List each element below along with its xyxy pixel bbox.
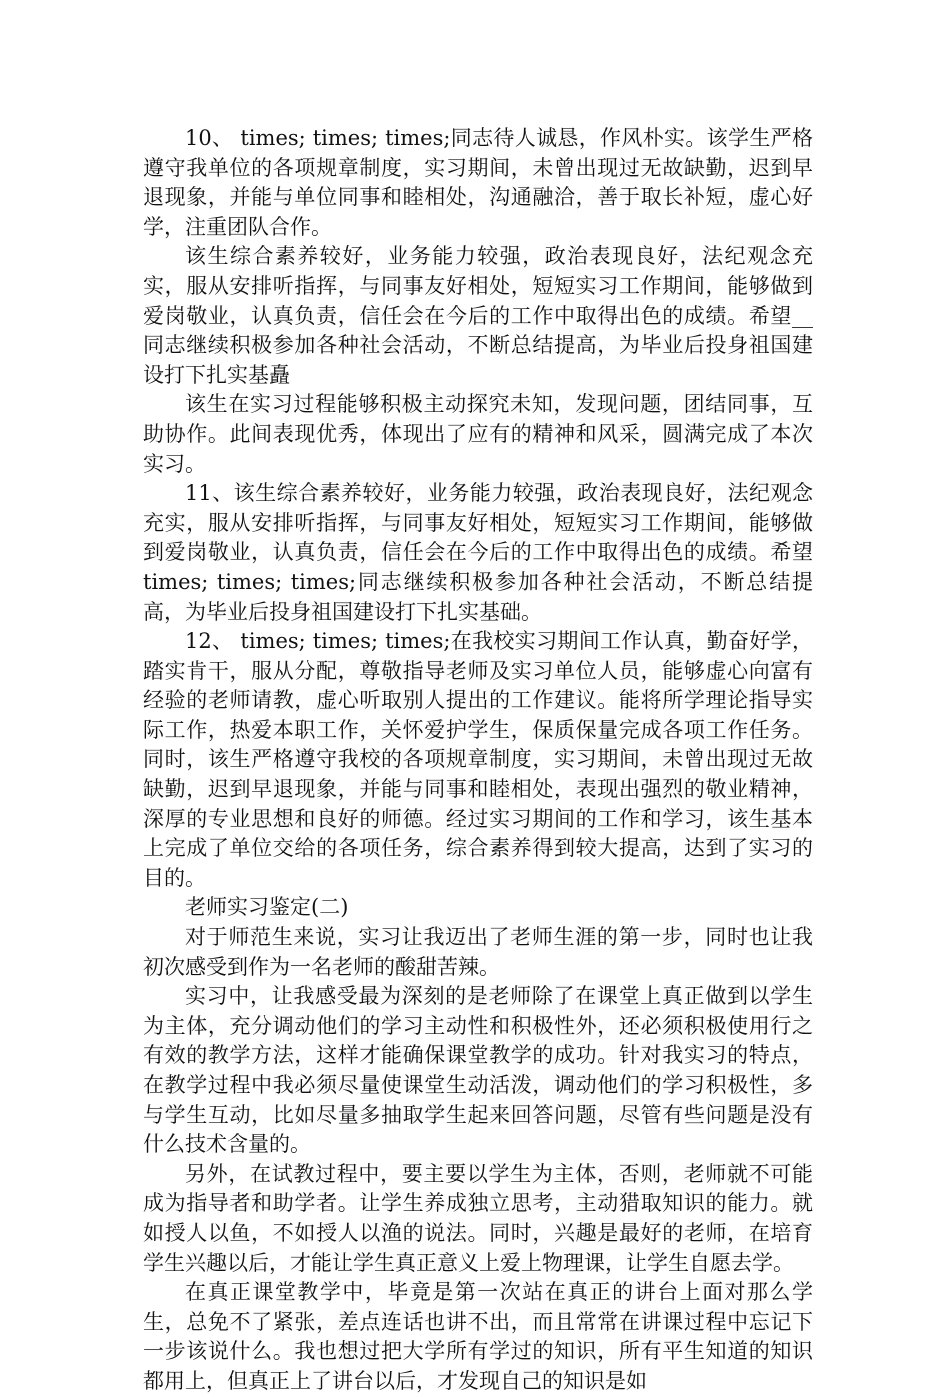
paragraph-comprehensive-quality: 该生综合素养较好，业务能力较强，政治表现良好，法纪观念充实，服从安排听指挥，与同事友好相处，短短实习工作期间，能够做到爱岗敬业，认真负责，信任会在今后的工作中取得出色的成绩。希望__同志继续积极参加各种社会活动，不断总结提高，为毕业后投身祖国建设打下扎实基矗 bbox=[143, 244, 813, 387]
paragraph-first-step: 对于师范生来说，实习让我迈出了老师生涯的第一步，同时也让我初次感受到作为一名老师的酸甜苦辣。 bbox=[143, 925, 813, 979]
paragraph-evaluation-10: 10、 times; times; times;同志待人诚恳，作风朴实。该学生严格遵守我单位的各项规章制度，实习期间，未曾出现过无故缺勤，迟到早退现象，并能与单位同事和睦相处，沟通融洽，善于取长补短，虚心好学，注重团队合作。 bbox=[143, 126, 813, 239]
paragraph-real-classroom: 在真正课堂教学中，毕竟是第一次站在真正的讲台上面对那么学生，总免不了紧张，差点连话也讲不出，而且常常在讲课过程中忘记下一步该说什么。我也想过把大学所有学过的知识，所有平生知道的知识都用上，但真正上了讲台以后，才发现自己的知识是如 bbox=[143, 1280, 813, 1393]
paragraph-evaluation-11: 11、该生综合素养较好，业务能力较强，政治表现良好，法纪观念充实，服从安排听指挥，与同事友好相处，短短实习工作期间，能够做到爱岗敬业，认真负责，信任会在今后的工作中取得出色的成绩。希望 times; times; times;同志继续积极参加各种社会活动，不断总结提高，为毕业后投身祖国建设打下扎实基础。 bbox=[143, 481, 813, 624]
paragraph-active-exploration: 该生在实习过程能够积极主动探究未知，发现问题，团结同事，互助协作。此间表现优秀，体现出了应有的精神和风采，圆满完成了本次实习。 bbox=[143, 392, 813, 476]
paragraph-student-centered: 另外，在试教过程中，要主要以学生为主体，否则，老师就不可能成为指导者和助学者。让学生养成独立思考，主动猎取知识的能力。就如授人以鱼，不如授人以渔的说法。同时，兴趣是最好的老师，在培育学生兴趣以后，才能让学生真正意义上爱上物理课，让学生自愿去学。 bbox=[143, 1161, 813, 1275]
section-heading: 老师实习鉴定(二) bbox=[185, 895, 349, 920]
paragraph-evaluation-12: 12、 times; times; times;在我校实习期间工作认真，勤奋好学，踏实肯干，服从分配，尊敬指导老师及实习单位人员，能够虚心向富有经验的老师请教，虚心听取别人提出的工作建议。能将所学理论指导实际工作，热爱本职工作，关怀爱护学生，保质保量完成各项工作任务。同时，该生严格遵守我校的各项规章制度，实习期间，未曾出现过无故缺勤，迟到早退现象，并能与同事和睦相处，表现出强烈的敬业精神，深厚的专业思想和良好的师德。经过实习期间的工作和学习，该生基本上完成了单位交给的各项任务，综合素养得到较大提高，达到了实习的目的。 bbox=[143, 629, 813, 890]
document-body bbox=[143, 124, 813, 1397]
paragraph-teaching-methods: 实习中，让我感受最为深刻的是老师除了在课堂上真正做到以学生为主体，充分调动他们的学习主动性和积极性外，还必须积极使用行之有效的教学方法，这样才能确保课堂教学的成功。针对我实习的特点，在教学过程中我必须尽量使课堂生动活泼，调动他们的学习积极性，多与学生互动，比如尽量多抽取学生起来回答问题，尽管有些问题是没有什么技术含量的。 bbox=[143, 984, 813, 1157]
